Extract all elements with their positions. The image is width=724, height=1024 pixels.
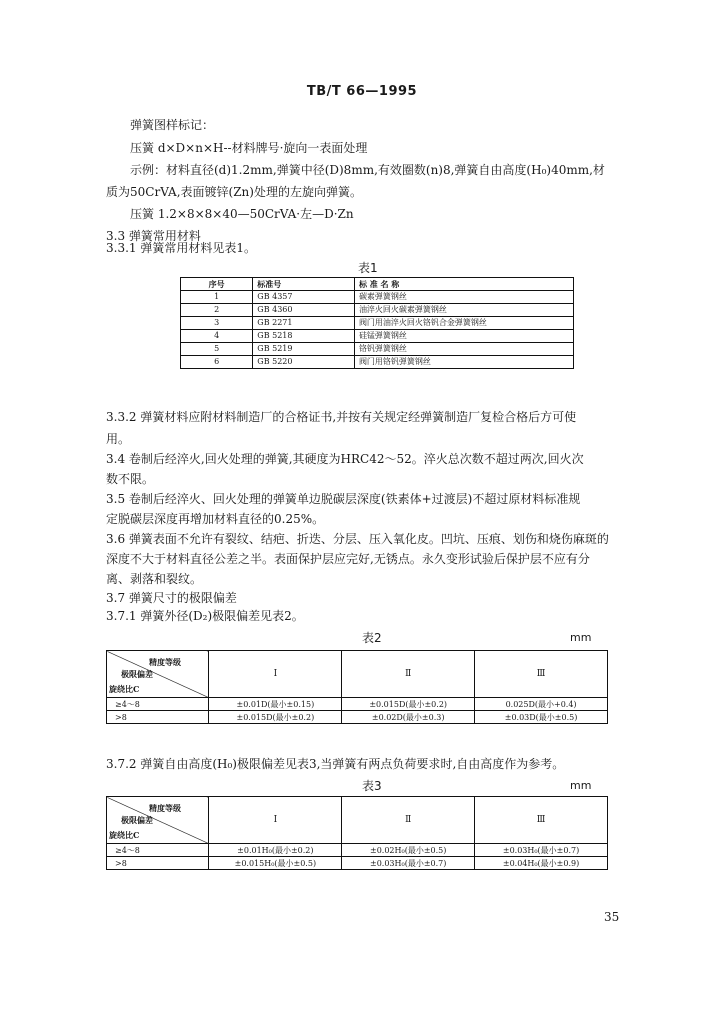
section-3-3-heading: 3.3 弹簧常用材料 — [106, 229, 201, 243]
table1-cell: GB 5220 — [253, 356, 355, 369]
table3 — [106, 796, 608, 870]
table-row — [181, 356, 574, 369]
table2-cell: ±0.015D(最小±0.2) — [342, 698, 475, 711]
table1-header-cell: 标准号 — [253, 278, 355, 291]
table2-corner-grade: 精度等级 — [149, 657, 181, 667]
table1-cell: 硅锰弹簧钢丝 — [354, 330, 573, 343]
table2-caption: 表2 — [362, 631, 382, 645]
clause-3-6-line2: 深度不大于材料直径公差之半。表面保护层应完好,无锈点。永久变形试验后保护层不应有分 — [106, 552, 590, 566]
marking-example-line2: 质为50CrVA,表面镀锌(Zn)处理的左旋向弹簧。 — [106, 185, 362, 199]
table-row — [181, 330, 574, 343]
table1-cell: 6 — [181, 356, 253, 369]
table1-cell: 4 — [181, 330, 253, 343]
table1-cell: 阀门用油淬火回火铬钒合金弹簧钢丝 — [354, 317, 573, 330]
table1-cell: 3 — [181, 317, 253, 330]
clause-3-7-1: 3.7.1 弹簧外径(D₂)极限偏差见表2。 — [106, 609, 304, 623]
table3-ratio-cell: >8 — [107, 857, 209, 870]
table2-cell: ±0.03D(最小±0.5) — [475, 711, 608, 724]
clause-3-5-line1: 3.5 卷制后经淬火、回火处理的弹簧单边脱碳层深度(铁素体+过渡层)不超过原材料标准规 — [106, 492, 581, 506]
table2-grade-header: Ⅲ — [475, 651, 608, 698]
table2 — [106, 650, 608, 724]
clause-3-6-line3: 离、剥落和裂纹。 — [106, 572, 203, 586]
table3-corner-limit: 极限偏差 — [121, 815, 153, 825]
table2-ratio-cell: ≥4～8 — [107, 698, 209, 711]
clause-3-3-2-line2: 用。 — [106, 432, 131, 446]
table2-ratio-cell: >8 — [107, 711, 209, 724]
table2-cell: 0.025D(最小+0.4) — [475, 698, 608, 711]
page-number: 35 — [604, 910, 620, 924]
table1-cell: 铬钒弹簧钢丝 — [354, 343, 573, 356]
table3-grade-header: Ⅲ — [475, 797, 608, 844]
table2-cell: ±0.01D(最小±0.15) — [209, 698, 342, 711]
table1-header-row — [181, 278, 574, 291]
clause-3-5-line2: 定脱碳层深度再增加材料直径的0.25%。 — [106, 512, 325, 526]
table3-cell: ±0.04H₀(最小±0.9) — [475, 857, 608, 870]
table1-cell: GB 5218 — [253, 330, 355, 343]
table1-cell: 2 — [181, 304, 253, 317]
table-row — [107, 711, 608, 724]
table2-header-row — [107, 651, 608, 698]
table1-cell: 碳素弹簧钢丝 — [354, 291, 573, 304]
marking-example-line1: 示例：材料直径(d)1.2mm,弹簧中径(D)8mm,有效圈数(n)8,弹簧自由高度(H₀)40mm,材 — [130, 163, 605, 177]
table1-cell: 阀门用铬钒弹簧钢丝 — [354, 356, 573, 369]
table2-cell: ±0.015D(最小±0.2) — [209, 711, 342, 724]
table3-grade-header: Ⅰ — [209, 797, 342, 844]
table3-caption: 表3 — [362, 779, 382, 793]
clause-3-4-line2: 数不限。 — [106, 472, 155, 486]
table1-header-cell: 序号 — [181, 278, 253, 291]
table-row — [107, 857, 608, 870]
marking-title: 弹簧图样标记： — [130, 118, 215, 132]
standard-code-header: TB/T 66—1995 — [306, 84, 418, 99]
clause-3-6-line1: 3.6 弹簧表面不允许有裂纹、结疤、折迭、分层、压入氧化皮。凹坑、压痕、划伤和烧伤麻斑的 — [106, 532, 609, 546]
table3-cell: ±0.01H₀(最小±0.2) — [209, 844, 342, 857]
table2-grade-header: Ⅰ — [209, 651, 342, 698]
table2-corner-cell — [107, 651, 209, 698]
table-row — [181, 291, 574, 304]
table3-cell: ±0.03H₀(最小±0.7) — [342, 857, 475, 870]
table1-cell: GB 5219 — [253, 343, 355, 356]
table3-grade-header: Ⅱ — [342, 797, 475, 844]
table-row — [181, 343, 574, 356]
table3-corner-grade: 精度等级 — [149, 803, 181, 813]
table1-cell: 油淬火回火碳素弹簧钢丝 — [354, 304, 573, 317]
table1 — [180, 277, 574, 369]
table2-cell: ±0.02D(最小±0.3) — [342, 711, 475, 724]
clause-3-3-1: 3.3.1 弹簧常用材料见表1。 — [106, 241, 256, 255]
table3-header-row — [107, 797, 608, 844]
table1-cell: 1 — [181, 291, 253, 304]
table-row — [181, 317, 574, 330]
table1-cell: GB 2271 — [253, 317, 355, 330]
table3-cell: ±0.015H₀(最小±0.5) — [209, 857, 342, 870]
table3-cell: ±0.03H₀(最小±0.7) — [475, 844, 608, 857]
table2-grade-header: Ⅱ — [342, 651, 475, 698]
table1-cell: GB 4360 — [253, 304, 355, 317]
table1-cell: 5 — [181, 343, 253, 356]
table2-corner-ratio: 旋绕比C — [109, 684, 140, 694]
marking-example-mark: 压簧 1.2×8×8×40—50CrVA·左—D·Zn — [130, 207, 354, 221]
table-row — [181, 304, 574, 317]
table3-corner-cell — [107, 797, 209, 844]
clause-3-7-2: 3.7.2 弹簧自由高度(H₀)极限偏差见表3,当弹簧有两点负荷要求时,自由高度作为参考。 — [106, 757, 565, 771]
table3-unit: mm — [570, 779, 592, 792]
table-row — [107, 844, 608, 857]
table3-cell: ±0.02H₀(最小±0.5) — [342, 844, 475, 857]
table1-header-cell: 标 准 名 称 — [354, 278, 573, 291]
table3-ratio-cell: ≥4～8 — [107, 844, 209, 857]
table1-cell: GB 4357 — [253, 291, 355, 304]
clause-3-3-2-line1: 3.3.2 弹簧材料应附材料制造厂的合格证书,并按有关规定经弹簧制造厂复检合格后方可使 — [106, 410, 577, 424]
table2-unit: mm — [570, 631, 592, 644]
marking-format: 压簧 d×D×n×H--材料牌号·旋向一表面处理 — [130, 141, 368, 155]
clause-3-4-line1: 3.4 卷制后经淬火,回火处理的弹簧,其硬度为HRC42～52。淬火总次数不超过两次,回火次 — [106, 452, 584, 466]
table-row — [107, 698, 608, 711]
table3-corner-ratio: 旋绕比C — [109, 830, 140, 840]
table1-caption: 表1 — [358, 261, 378, 275]
table2-corner-limit: 极限偏差 — [121, 669, 153, 679]
clause-3-7-heading: 3.7 弹簧尺寸的极限偏差 — [106, 591, 237, 605]
